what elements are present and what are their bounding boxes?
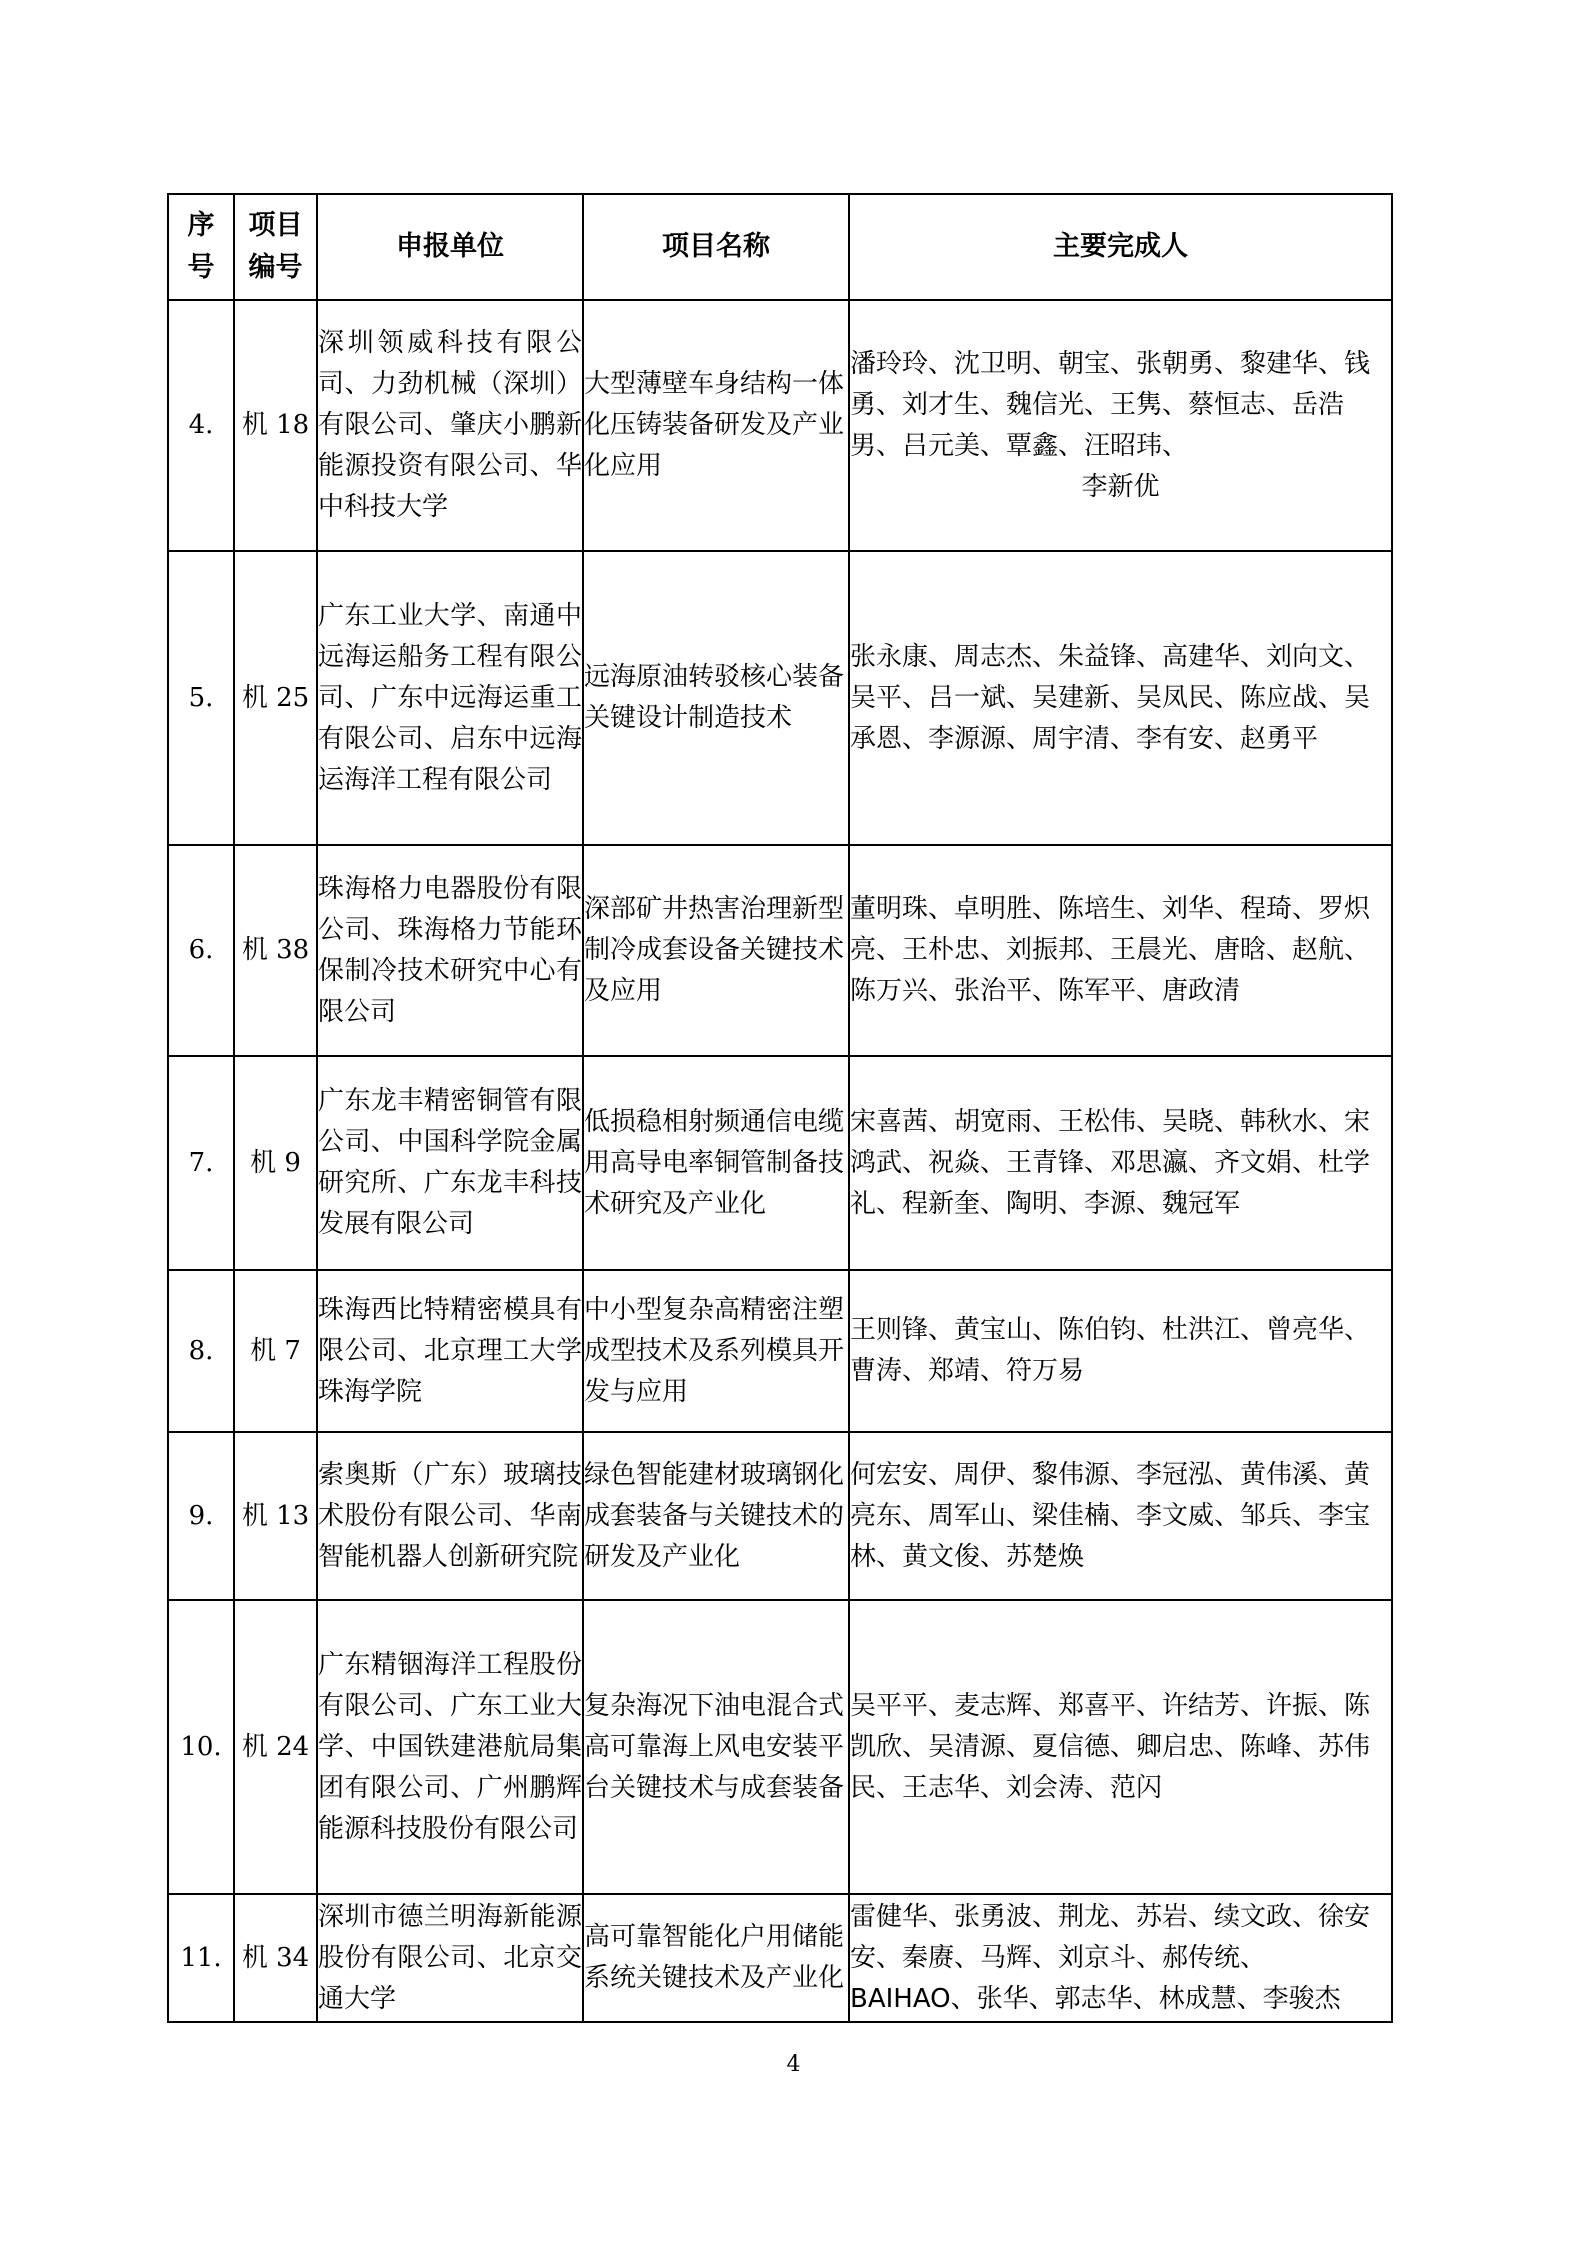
cell-people xyxy=(849,551,1392,845)
cell-code-text: 机 38 xyxy=(241,935,310,965)
cell-index xyxy=(168,1894,234,2022)
header-people: 主要完成人 xyxy=(849,194,1392,300)
cell-people xyxy=(849,1270,1392,1432)
cell-index-text: 9. xyxy=(188,1500,214,1531)
header-index: 序号 xyxy=(168,194,234,300)
table-row xyxy=(168,1600,1392,1894)
cell-code-text: 机 25 xyxy=(241,682,310,713)
cell-index xyxy=(168,300,234,551)
table-row xyxy=(168,1270,1392,1432)
table-row xyxy=(168,551,1392,845)
cell-project-name xyxy=(583,551,849,845)
cell-project-name xyxy=(583,1432,849,1600)
cell-unit xyxy=(317,1270,583,1432)
cell-unit-text: 深圳领威科技有限公司、力劲机械（深圳）有限公司、肇庆小鹏新能源投资有限公司、华中科技大学 xyxy=(318,328,582,522)
cell-index-text: 10. xyxy=(180,1731,222,1762)
cell-index-text: 7. xyxy=(188,1147,214,1178)
cell-people-text: 雷健华、张勇波、荆龙、苏岩、续文政、徐安安、秦赓、马辉、刘京斗、郝传统、BAIHAO、张华、郭志华、林成慧、李骏杰 xyxy=(850,1901,1371,2014)
cell-code xyxy=(234,1600,317,1894)
table-row xyxy=(168,845,1392,1056)
cell-unit xyxy=(317,300,583,551)
cell-people xyxy=(849,1600,1392,1894)
header-name: 项目名称 xyxy=(583,194,849,300)
cell-unit-text: 深圳市德兰明海新能源股份有限公司、北京交通大学 xyxy=(318,1901,582,2014)
cell-project-name xyxy=(583,845,849,1056)
cell-index-text: 5. xyxy=(188,682,214,713)
cell-people-text: 潘玲玲、沈卫明、朝宝、张朝勇、黎建华、钱勇、刘才生、魏信光、王隽、蔡恒志、岳浩男、吕元美、覃鑫、汪昭玮、 xyxy=(850,348,1371,461)
cell-code-text: 机 7 xyxy=(250,1335,301,1366)
cell-index-text: 11. xyxy=(180,1942,222,1973)
cell-code xyxy=(234,1432,317,1600)
cell-project-name-text: 大型薄壁车身结构一体化压铸装备研发及产业化应用 xyxy=(584,369,845,481)
cell-people-text: 王则锋、黄宝山、陈伯钧、杜洪江、曾亮华、曹涛、郑靖、符万易 xyxy=(850,1315,1371,1386)
cell-people xyxy=(849,1894,1392,2022)
cell-unit xyxy=(317,1894,583,2022)
cell-project-name-text: 深部矿井热害治理新型制冷成套设备关键技术及应用 xyxy=(584,894,845,1006)
cell-unit-text: 索奥斯（广东）玻璃技术股份有限公司、华南智能机器人创新研究院 xyxy=(318,1459,582,1572)
table-row xyxy=(168,300,1392,551)
cell-unit xyxy=(317,1600,583,1894)
cell-people-text: 何宏安、周伊、黎伟源、李冠泓、黄伟溪、黄亮东、周军山、梁佳楠、李文威、邹兵、李宝林、黄文俊、苏楚焕 xyxy=(850,1459,1371,1572)
cell-project-name xyxy=(583,1056,849,1270)
cell-index xyxy=(168,1270,234,1432)
cell-unit xyxy=(317,551,583,845)
cell-people xyxy=(849,300,1392,551)
cell-code xyxy=(234,300,317,551)
cell-project-name-text: 高可靠智能化户用储能系统关键技术及产业化 xyxy=(584,1922,845,1993)
cell-index xyxy=(168,1056,234,1270)
cell-project-name xyxy=(583,300,849,551)
cell-project-name-text: 绿色智能建材玻璃钢化成套装备与关键技术的研发及产业化 xyxy=(584,1459,845,1572)
cell-people-last-line: 李新优 xyxy=(1081,471,1160,502)
cell-people-text: 董明珠、卓明胜、陈培生、刘华、程琦、罗炽亮、王朴忠、刘振邦、王晨光、唐晗、赵航、陈万兴、张治平、陈军平、唐政清 xyxy=(850,894,1371,1006)
cell-index-text: 8. xyxy=(188,1335,214,1366)
cell-code-text: 机 24 xyxy=(241,1731,310,1762)
cell-people-text: 张永康、周志杰、朱益锋、高建华、刘向文、吴平、吕一斌、吴建新、吴凤民、陈应战、吴承恩、李源源、周宇清、李有安、赵勇平 xyxy=(850,641,1371,754)
cell-unit-text: 广东工业大学、南通中远海运船务工程有限公司、广东中远海运重工有限公司、启东中远海运海洋工程有限公司 xyxy=(318,600,582,795)
cell-people-text: 吴平平、麦志辉、郑喜平、许结芳、许振、陈凯欣、吴清源、夏信德、卿启忠、陈峰、苏伟民、王志华、刘会涛、范闪 xyxy=(850,1690,1371,1803)
cell-index xyxy=(168,845,234,1056)
cell-unit-text: 珠海西比特精密模具有限公司、北京理工大学珠海学院 xyxy=(318,1294,582,1407)
cell-project-name-text: 远海原油转驳核心装备关键设计制造技术 xyxy=(584,662,845,733)
cell-code-text: 机 13 xyxy=(241,1500,310,1531)
cell-code-text: 机 34 xyxy=(241,1942,310,1973)
cell-project-name xyxy=(583,1894,849,2022)
cell-unit-text: 广东龙丰精密铜管有限公司、中国科学院金属研究所、广东龙丰科技发展有限公司 xyxy=(318,1086,582,1239)
cell-index xyxy=(168,551,234,845)
cell-code xyxy=(234,1056,317,1270)
cell-unit xyxy=(317,1056,583,1270)
cell-people xyxy=(849,1432,1392,1600)
cell-project-name-text: 复杂海况下油电混合式高可靠海上风电安装平台关键技术与成套装备 xyxy=(584,1690,845,1803)
cell-code xyxy=(234,1894,317,2022)
cell-code xyxy=(234,551,317,845)
cell-unit-text: 广东精铟海洋工程股份有限公司、广东工业大学、中国铁建港航局集团有限公司、广州鹏辉能源科技股份有限公司 xyxy=(318,1649,582,1844)
cell-unit-text: 珠海格力电器股份有限公司、珠海格力节能环保制冷技术研究中心有限公司 xyxy=(318,873,582,1027)
table-row xyxy=(168,1432,1392,1600)
cell-unit xyxy=(317,1432,583,1600)
project-table xyxy=(167,193,1393,2023)
table-row xyxy=(168,1894,1392,2022)
cell-index xyxy=(168,1600,234,1894)
cell-project-name xyxy=(583,1600,849,1894)
cell-project-name-text: 中小型复杂高精密注塑成型技术及系列模具开发与应用 xyxy=(584,1294,845,1407)
cell-unit xyxy=(317,845,583,1056)
cell-people xyxy=(849,1056,1392,1270)
header-code: 项目编号 xyxy=(234,194,317,300)
cell-project-name-text: 低损稳相射频通信电缆用高导电率铜管制备技术研究及产业化 xyxy=(584,1106,845,1219)
cell-index xyxy=(168,1432,234,1600)
cell-code-text: 机 9 xyxy=(250,1147,301,1178)
table-row xyxy=(168,1056,1392,1270)
cell-code xyxy=(234,1270,317,1432)
cell-people xyxy=(849,845,1392,1056)
table-header-row xyxy=(168,194,1392,300)
page-number: 4 xyxy=(786,2052,801,2077)
cell-code xyxy=(234,845,317,1056)
cell-code-text: 机 18 xyxy=(241,410,310,440)
cell-index-text: 6. xyxy=(188,935,214,965)
cell-people-text: 宋喜茜、胡宽雨、王松伟、吴晓、韩秋水、宋鸿武、祝焱、王青锋、邓思瀛、齐文娟、杜学礼、程新奎、陶明、李源、魏冠军 xyxy=(850,1106,1371,1219)
cell-project-name xyxy=(583,1270,849,1432)
header-unit: 申报单位 xyxy=(317,194,583,300)
cell-index-text: 4. xyxy=(188,410,214,440)
